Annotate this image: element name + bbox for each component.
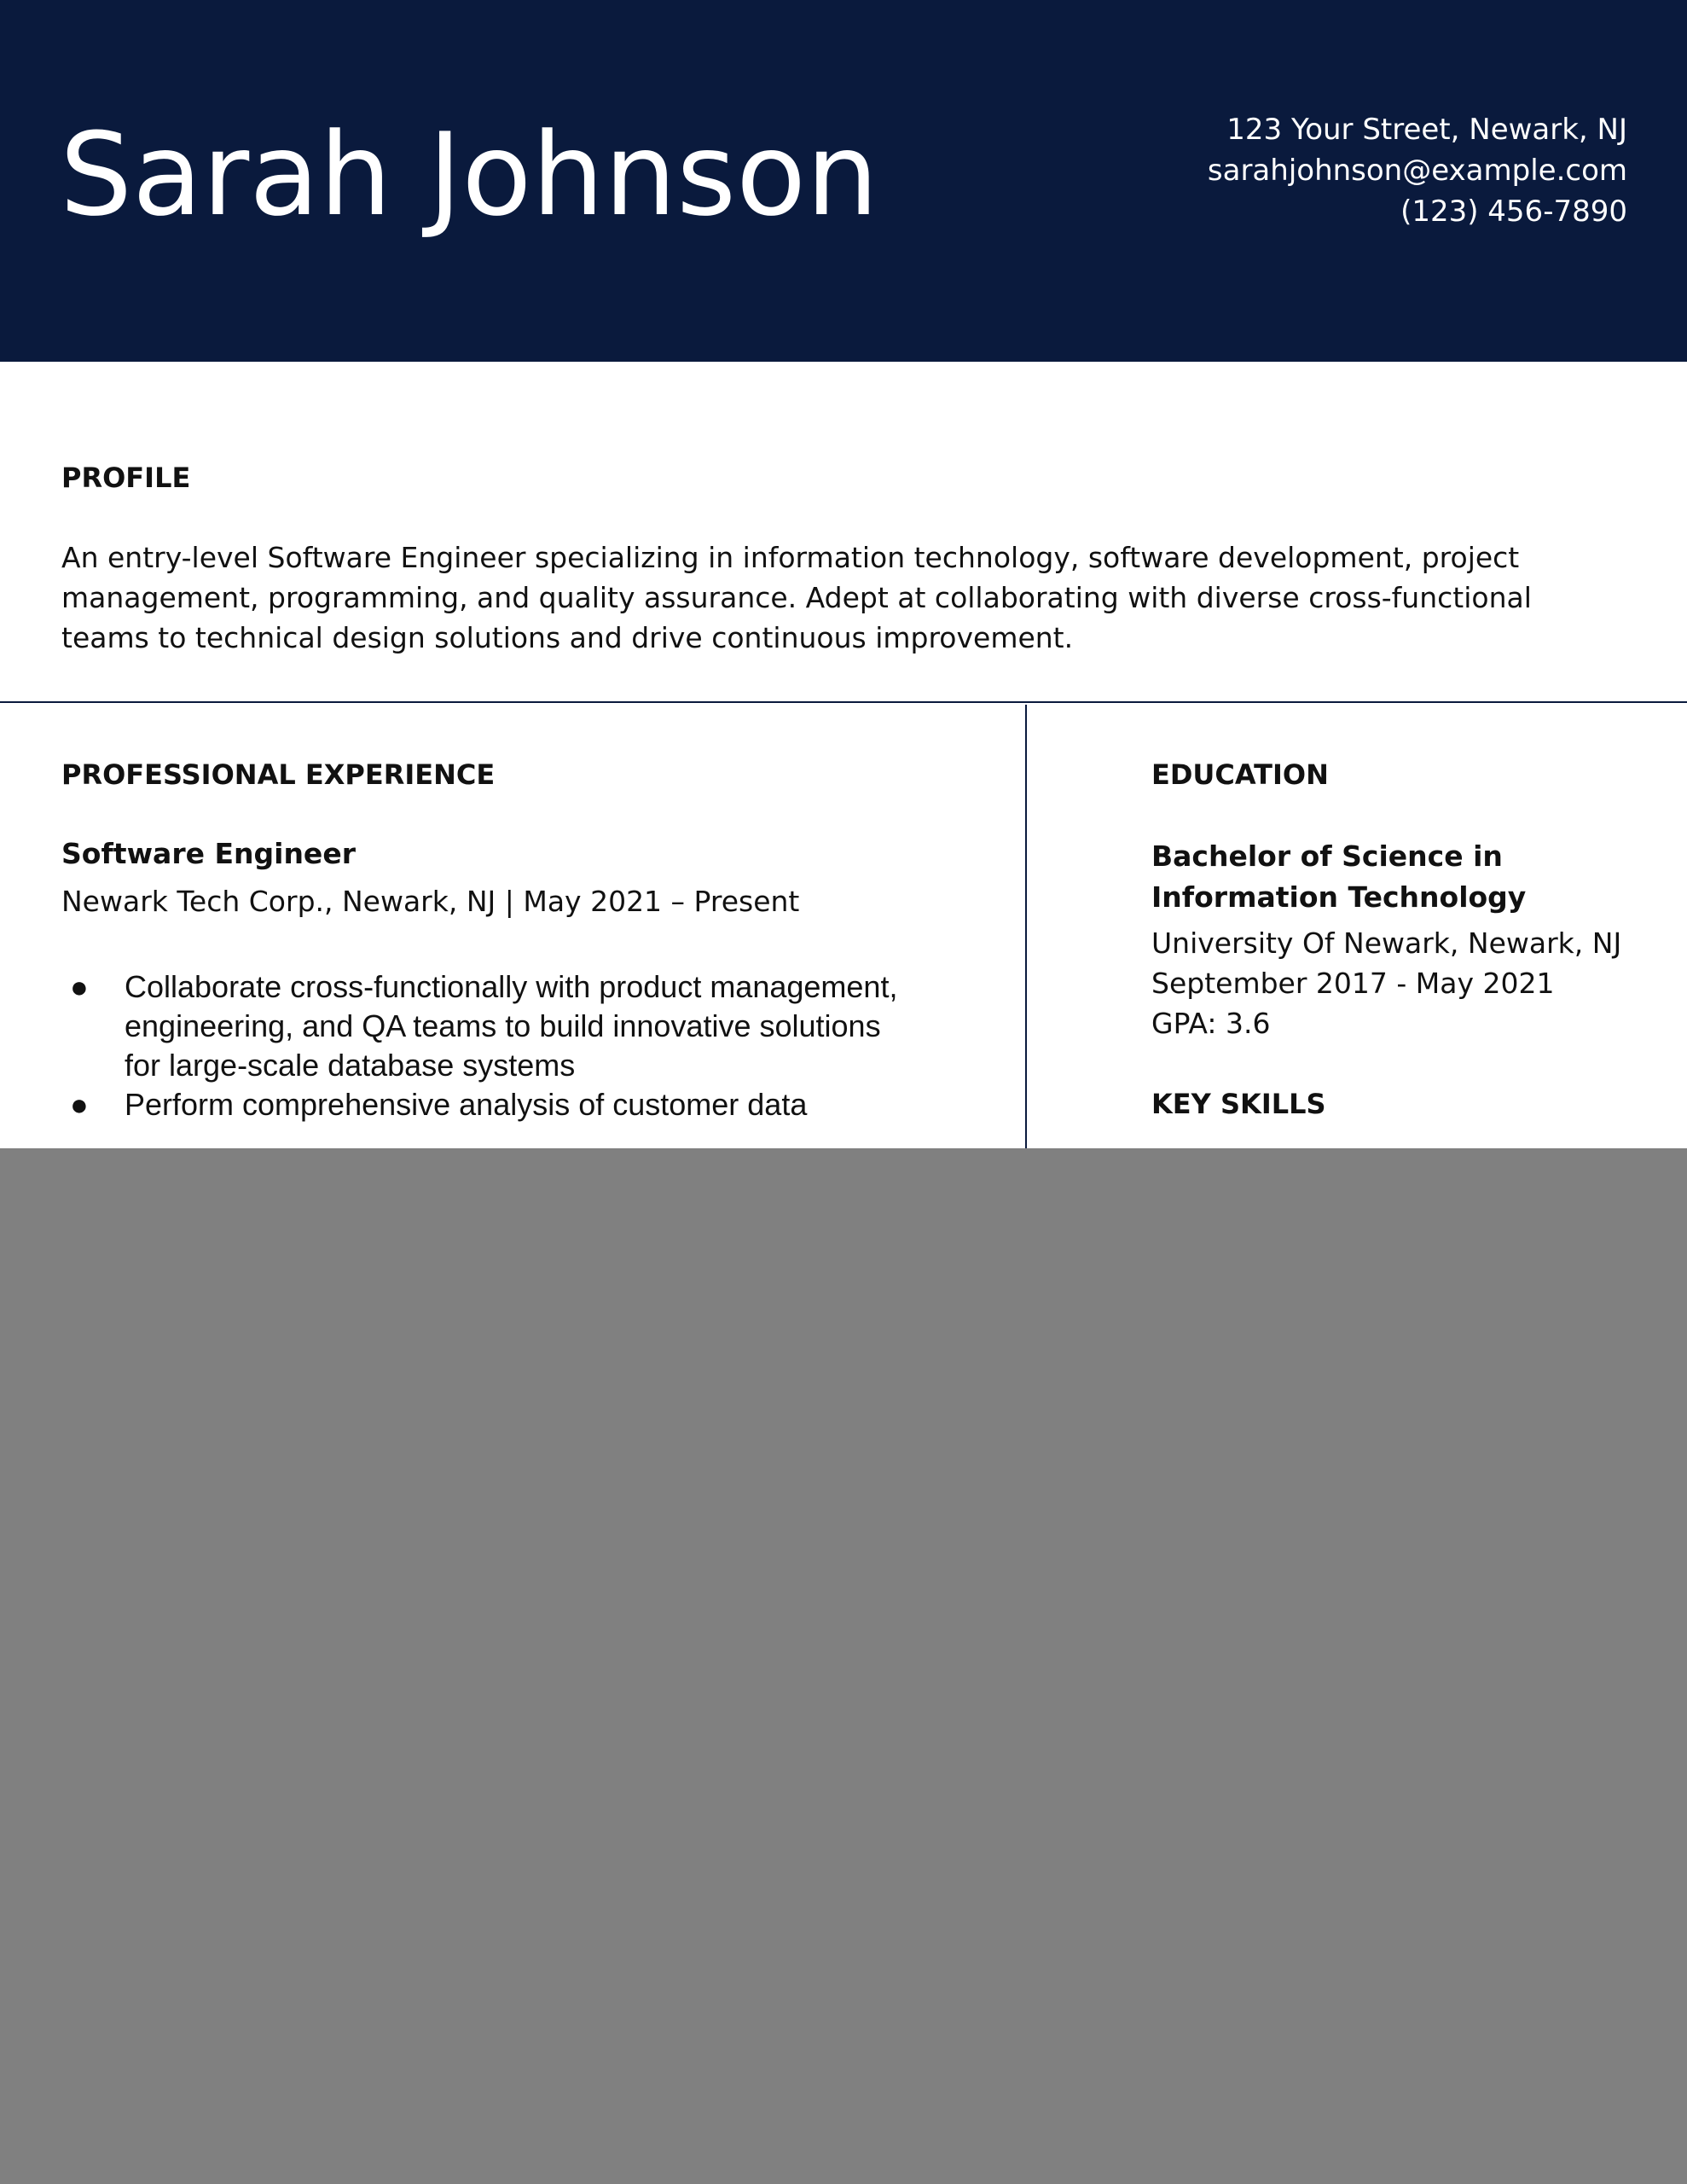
skills-heading: KEY SKILLS	[1151, 1088, 1326, 1120]
job-title: Software Engineer	[61, 837, 356, 870]
education-gpa: GPA: 3.6	[1151, 1007, 1271, 1040]
candidate-name: Sarah Johnson	[60, 108, 878, 241]
degree-title: Bachelor of Science in Information Technology	[1151, 839, 1527, 914]
contact-email: sarahjohnson@example.com	[1207, 154, 1627, 188]
resume-header	[0, 0, 1687, 362]
bullet-text: Collaborate cross-functionally with product management, engineering, and QA teams to build innovative solutions for large-scale database systems	[125, 969, 898, 1083]
contact-phone: (123) 456-7890	[1400, 195, 1627, 229]
profile-text: An entry-level Software Engineer specializing in information technology, software development, project management, programming, and quality assurance. Adept at collaborating with diverse cross-functional teams to technical design solutions and drive continuous improvement.	[61, 541, 1532, 654]
column-divider-vertical	[1025, 705, 1027, 1148]
bullet-text: Perform comprehensive analysis of customer data	[125, 1087, 808, 1122]
education-dates: September 2017 - May 2021	[1151, 967, 1555, 1000]
profile-heading: PROFILE	[61, 462, 191, 494]
list-item	[61, 967, 914, 1085]
school-name: University Of Newark, Newark, NJ	[1151, 926, 1622, 960]
education-details	[1151, 923, 1621, 1043]
bullet-dot-icon: ●	[70, 969, 89, 1004]
bullet-dot-icon: ●	[70, 1087, 89, 1122]
section-divider-horizontal	[0, 701, 1687, 703]
gray-redaction-overlay	[0, 1148, 1687, 2184]
list-item	[61, 1085, 914, 1124]
experience-bullets	[61, 967, 914, 1124]
education-heading: EDUCATION	[1151, 758, 1329, 791]
experience-heading: PROFESSIONAL EXPERIENCE	[61, 758, 496, 791]
contact-block	[1208, 109, 1627, 232]
job-meta: Newark Tech Corp., Newark, NJ | May 2021 – Present	[61, 885, 800, 918]
contact-address: 123 Your Street, Newark, NJ	[1226, 113, 1627, 147]
